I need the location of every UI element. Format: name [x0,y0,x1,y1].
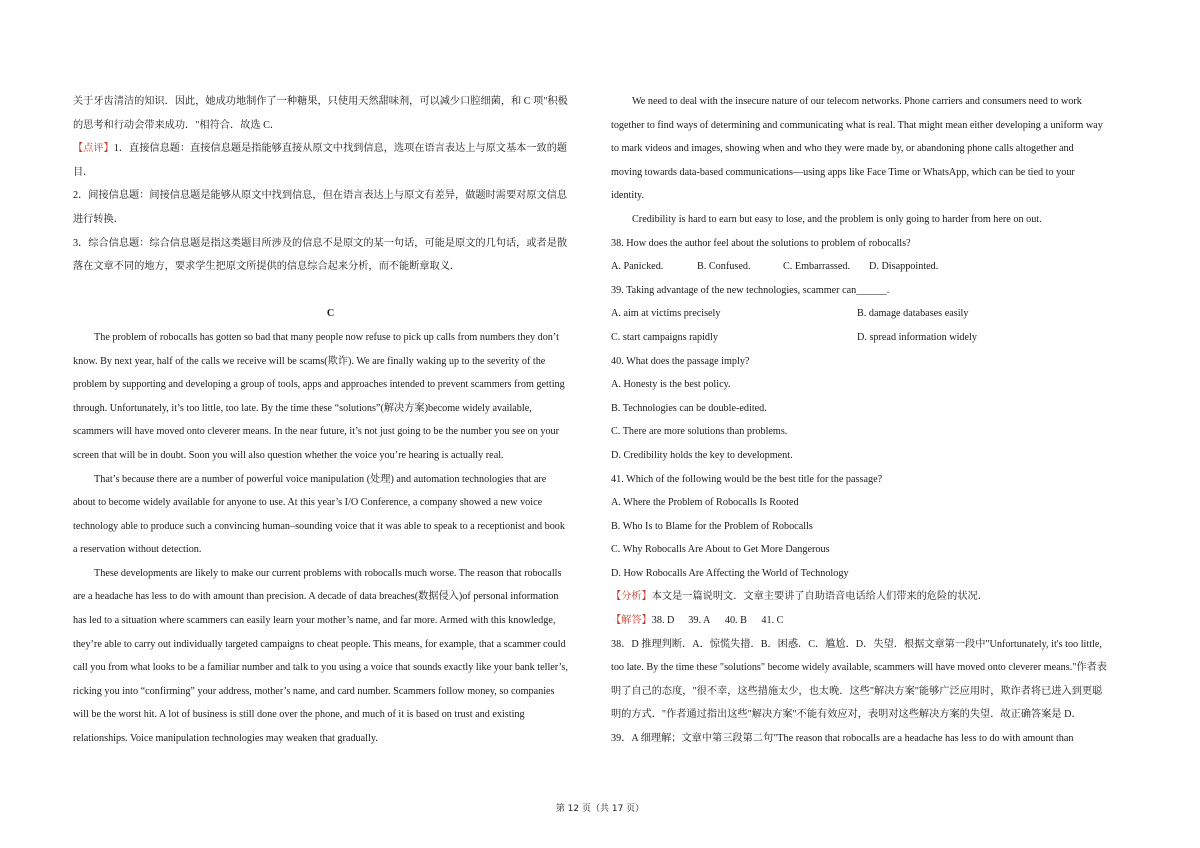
option: D. spread information widely [857,331,977,343]
option: C. Embarrassed. [783,261,851,273]
option: A. Where the Problem of Robocalls Is Rooted [611,497,799,509]
question-39-options [611,302,1129,326]
answer: 38. D [651,615,675,627]
option: D. Disappointed. [869,261,939,273]
passage-line: about to become widely available for anyone to use. At this year’s I/O Conference, a company showed a new voice [73,497,543,509]
comment-line: 目． [73,166,94,178]
text-line: 的思考和行动会带来成功．"相符合．故选 C． [73,119,281,131]
comment-line: 落在文章不同的地方，要求学生把原文所提供的信息综合起来分析，而不能断章取义． [73,261,461,273]
passage-line: relationships. Voice manipulation technologies may weaken that gradually. [73,733,378,745]
explanation-line: 明了自己的态度，"很不幸，这些措施太少，也太晚．这些"解决方案"能够广泛应用时，欺诈者将已进入到更聪 [611,685,1103,697]
passage-line: identity. [611,190,645,202]
option: B. Who Is to Blame for the Problem of Robocalls [611,520,813,532]
answer: 41. C [761,615,784,627]
passage-line: together to find ways of determining and communicating what is real. That might mean either developing a uniform way [611,119,1103,131]
option: B. Confused. [697,261,751,273]
passage-line: screen that will be in doubt. Soon you will also question whether the voice you’re hearing is actually real. [73,449,504,461]
passage-line: The problem of robocalls has gotten so bad that many people now refuse to pick up calls from numbers they don’t [94,331,559,343]
option: A. Honesty is the best policy. [611,379,731,391]
answer: 40. B [724,615,747,627]
explanation-line: 38．D 推理判断．A．惊慌失措．B．困惑．C．尴尬．D．失望．根据文章第一段中"Unfortunately, it's too little, [611,638,1102,650]
answer-label: 【解答】 [611,615,652,627]
option: A. Panicked. [611,261,664,273]
passage-line: Credibility is hard to earn but easy to lose, and the problem is only going to harder from here on out. [632,213,1042,225]
answer: 39. A [688,615,711,627]
option: D. How Robocalls Are Affecting the World of Technology [611,567,849,579]
option: B. Technologies can be double-edited. [611,402,767,414]
question-40: 40. What does the passage imply? [611,355,750,367]
section-heading: C [326,308,335,320]
question-39: 39. Taking advantage of the new technologies, scammer can______. [611,284,890,296]
comment-line: 【点评】1．直接信息题：直接信息题是指能够直接从原文中找到信息，选项在语言表达上与原文基本一致的题 [73,143,568,155]
analysis-line: 【分析】本文是一篇说明文．文章主要讲了自助语音电话给人们带来的危险的状况． [611,591,988,603]
passage-line: through. Unfortunately, it’s too little, too late. By the time these “solutions”(解决方案)become widely available, [73,402,532,414]
passage-line: moving towards data-based communications—using apps like Face Time or WhatsApp, which can be tied to your [611,166,1075,178]
option: C. Why Robocalls Are About to Get More Dangerous [611,544,830,556]
right-column [611,90,1129,751]
passage-line: know. By next year, half of the calls we receive will be scams(欺诈). We are finally waking up to the severity of the [73,355,546,367]
text-line: 关于牙齿清洁的知识．因此，她成功地制作了一种糖果，只使用天然甜味剂，可以减少口腔细菌，和 C 项"积极 [73,96,568,107]
passage-line: ricking you into “confirming” your address, mother’s name, and card number. Scammers follow money, so companies [73,685,555,697]
passage-line: they’re able to carry out individually targeted campaigns to cheat people. This means, for example, that a scammer could [73,638,566,650]
option: C. start campaigns rapidly [611,331,718,343]
passage-line: We need to deal with the insecure nature of our telecom networks. Phone carriers and consumers need to work [632,96,1082,107]
explanation-line: 明的方式．"作者通过指出这些"解决方案"不能有效应对，表明对这些解决方案的失望．故正确答案是 D． [611,709,1082,721]
option: A. aim at victims precisely [611,308,721,320]
passage-line: has led to a situation where scammers can easily learn your mother’s name, and far more. Armed with this knowledge, [73,615,556,627]
analysis-label: 【分析】 [611,591,652,603]
question-38: 38. How does the author feel about the solutions to problem of robocalls? [611,237,911,249]
passage-line: a reservation without detection. [73,544,202,556]
explanation-line: too late. By the time these "solutions" become widely available, scammers will have moved onto cleverer means."作者表 [611,662,1107,674]
passage-line: That’s because there are a number of powerful voice manipulation (处理) and automation technologies that are [94,473,547,485]
page-footer: 第 12 页（共 17 页） [555,804,645,814]
passage-line: These developments are likely to make our current problems with robocalls much worse. The reason that robocalls [94,567,562,579]
passage-line: problem by supporting and developing a group of tools, apps and approaches intended to prevent scammers from getting [73,379,565,391]
comment-line: 2．间接信息题：间接信息题是能够从原文中找到信息，但在语言表达上与原文有差异，做题时需要对原文信息 [73,190,568,202]
question-39-options [611,326,1129,350]
passage-line: are a headache has less to do with amount than precision. A decade of data breaches(数据侵入)of personal information [73,591,559,603]
comment-label: 【点评】 [73,143,114,155]
question-41: 41. Which of the following would be the best title for the passage? [611,473,883,485]
left-column [73,90,588,751]
explanation-line: 39．A 细理解；文章中第三段第二句"The reason that robocalls are a headache has less to do with amount than [611,733,1074,745]
answer-line [611,609,1129,633]
comment-line: 进行转换． [73,213,124,225]
passage-line: call you from what looks to be a familiar number and talk to you using a voice that sounds exactly like your bank teller’s, [73,662,568,674]
option: C. There are more solutions than problems. [611,426,788,438]
passage-line: will be the worst hit. A lot of business is still done over the phone, and much of it is based on trust and existing [73,709,525,721]
comment-line: 3．综合信息题：综合信息题是指这类题目所涉及的信息不是原文的某一句话，可能是原文的几句话，或者是散 [73,237,568,249]
passage-line: scammers will have moved onto cleverer means. In the near future, it’s not just going to be the number you see on your [73,426,560,438]
option: B. damage databases easily [857,308,969,320]
question-38-options [611,255,1129,279]
option: D. Credibility holds the key to development. [611,449,793,461]
passage-line: to mark videos and images, showing when and who they were made by, or abandoning phone calls altogether and [611,143,1074,155]
passage-line: technology able to produce such a convincing human–sounding voice that it was able to speak to a receptionist and book [73,520,565,532]
